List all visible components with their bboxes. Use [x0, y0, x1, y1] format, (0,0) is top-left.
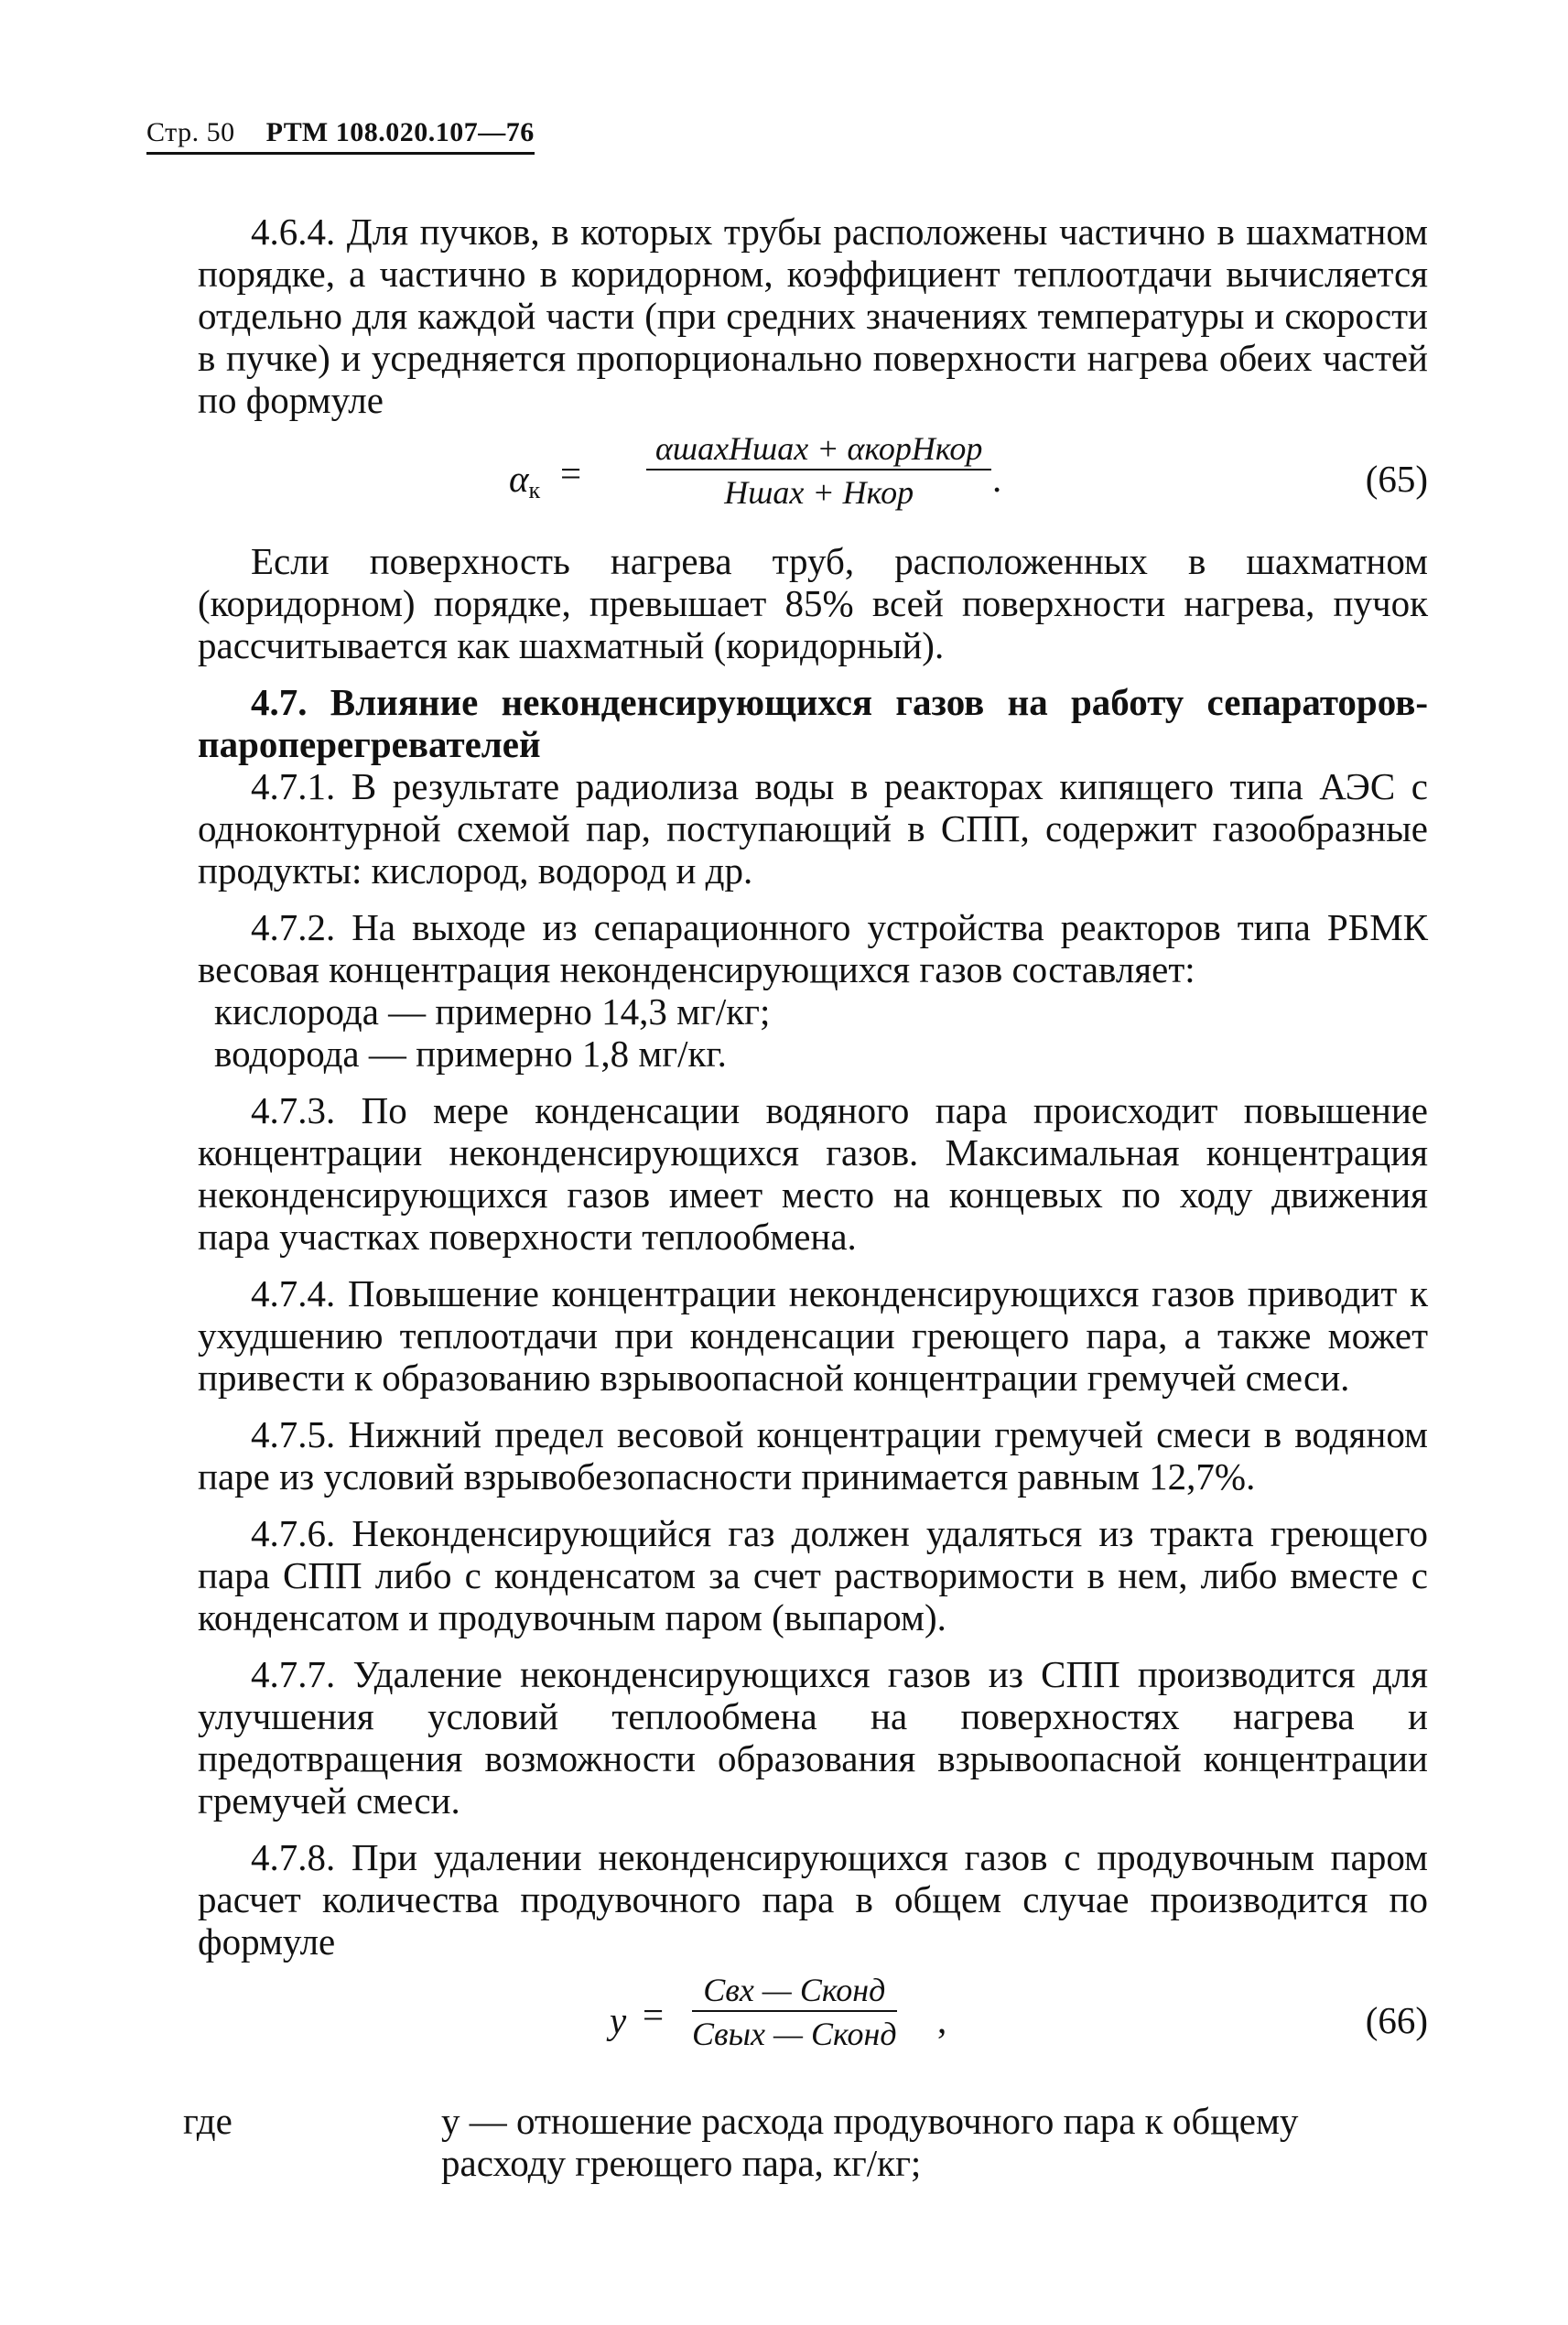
formula-65-denominator: Hшах + Hкор [724, 474, 914, 511]
document-body [183, 211, 1428, 2184]
page-label: Стр. 50 [146, 117, 235, 147]
formula-66-fraction [692, 1972, 897, 2052]
paragraph-4-7-6: 4.7.6. Неконденсирующийся газ должен удаляться из тракта греющего пара СПП либо с конденсатом за счет растворимости в нем, либо вместе с конденсатом и продувочным паром (выпаром). [198, 1512, 1428, 1638]
where-definition-line2: расходу греющего пара, кг/кг; [441, 2142, 922, 2184]
where-definition-line1: y — отношение расхода продувочного пара к общему [441, 2100, 1299, 2142]
list-item-oxygen: кислорода — примерно 14,3 мг/кг; [214, 990, 771, 1033]
where-label: где [183, 2100, 232, 2142]
formula-66-number: (66) [1365, 1999, 1428, 2041]
formula-65-lhs: $\alpha_к$ [509, 458, 541, 503]
page-header [146, 117, 535, 155]
paragraph-4-7-5: 4.7.5. Нижний предел весовой концентрации гремучей смеси в водяном паре из условий взрывобезопасности принимается равным 12,7%. [198, 1413, 1428, 1498]
formula-66-numerator: Cвх — Cконд [692, 1972, 897, 2012]
paragraph-4-7-8: 4.7.8. При удалении неконденсирующихся газов с продувочным паром расчет количества продувочного пара в общем случае производится по формуле [198, 1836, 1428, 1963]
list-item-hydrogen: водорода — примерно 1,8 мг/кг. [214, 1033, 727, 1075]
paragraph-4-7-3: 4.7.3. По мере конденсации водяного пара происходит повышение концентрации неконденсирующихся газов. Максимальная концентрация неконденсирующихся газов имеет место на концевых по ходу движения пара участках поверхности теплообмена. [198, 1089, 1428, 1258]
formula-66-lhs: y [610, 1999, 627, 2041]
concentration-list [198, 990, 1428, 1075]
paragraph-4-7-1: 4.7.1. В результате радиолиза воды в реакторах кипящего типа АЭС с одноконтурной схемой пар, поступающий в СПП, содержит газообразные продукты: кислород, водород и др. [198, 765, 1428, 892]
formula-65-number: (65) [1365, 458, 1428, 500]
formula-65-period: . [992, 458, 1002, 500]
formula-66-equals: = [643, 1994, 665, 2036]
formula-65-numerator: αшахHшах + αкорHкор [646, 430, 991, 470]
section-heading-4-7: 4.7. Влияние неконденсирующихся газов на работу сепараторов-пароперегревателей [198, 681, 1428, 765]
formula-65-fraction [646, 430, 991, 511]
paragraph-4-6-4: 4.6.4. Для пучков, в которых трубы расположены частично в шахматном порядке, а частично в коридорном, коэффициент теплоотдачи вычисляется отдельно для каждой части (при средних значениях температуры и скорости в пучке) и усредняется пропорционально поверхности нагрева обеих частей по формуле [198, 211, 1428, 421]
where-block [183, 2100, 1428, 2184]
formula-65 [198, 425, 1428, 535]
paragraph-4-7-4: 4.7.4. Повышение концентрации неконденсирующихся газов приводит к ухудшению теплоотдачи при конденсации греющего пара, а также может привести к образованию взрывоопасной концентрации гремучей смеси. [198, 1272, 1428, 1399]
paragraph-4-7-7: 4.7.7. Удаление неконденсирующихся газов из СПП производится для улучшения условий теплообмена на поверхностях нагрева и предотвращения возможности образования взрывоопасной концентрации гремучей смеси. [198, 1653, 1428, 1822]
paragraph-if: Если поверхность нагрева труб, расположенных в шахматном (коридорном) порядке, превышает 85% всей поверхности нагрева, пучок рассчитывается как шахматный (коридорный). [198, 540, 1428, 666]
document-id: РТМ 108.020.107—76 [265, 117, 535, 147]
paragraph-4-7-2: 4.7.2. На выходе из сепарационного устройства реакторов типа РБМК весовая концентрация неконденсирующихся газов составляет: [198, 906, 1428, 990]
formula-66-comma: , [937, 1999, 947, 2041]
formula-66-denominator: Cвых — Cконд [692, 2016, 897, 2052]
formula-65-equals: = [560, 452, 582, 494]
formula-66 [198, 1966, 1428, 2076]
